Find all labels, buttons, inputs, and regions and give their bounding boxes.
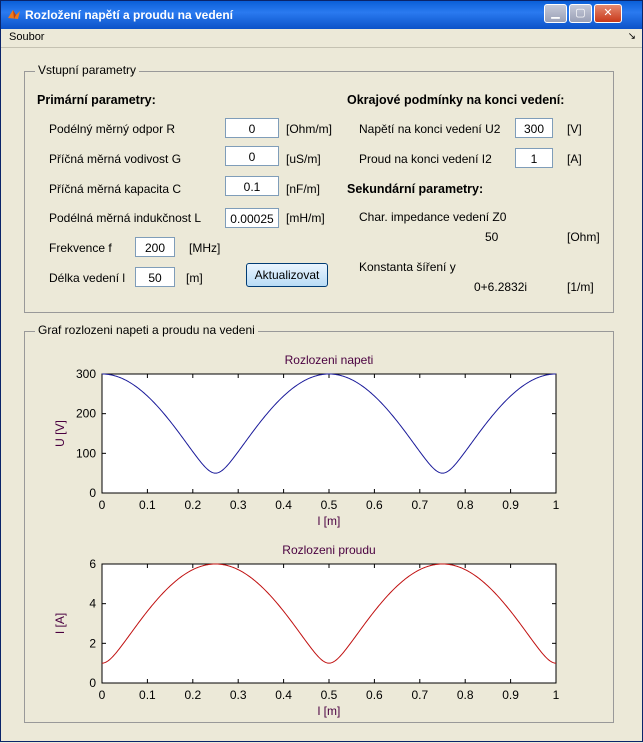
update-button[interactable]: Aktualizovat xyxy=(246,263,328,287)
x-tick-label: 0.3 xyxy=(229,688,247,702)
close-icon: ✕ xyxy=(603,7,613,19)
unit-c: [nF/m] xyxy=(286,182,321,196)
y-tick-label: 4 xyxy=(89,596,96,611)
x-tick-label: 0 xyxy=(98,688,106,702)
unit-u2: [V] xyxy=(567,122,582,136)
x-tick-label: 0.4 xyxy=(275,498,292,512)
minimize-icon: ▁ xyxy=(551,7,560,19)
input-r[interactable]: 0 xyxy=(225,118,279,138)
unit-z0: [Ohm] xyxy=(567,230,600,244)
label-r: Podélný měrný odpor R xyxy=(49,122,176,136)
y-tick-label: 0 xyxy=(89,486,96,500)
x-tick-label: 0.5 xyxy=(320,688,338,702)
label-i2: Proud na konci vedení I2 xyxy=(359,152,492,166)
label-u2: Napětí na konci vedení U2 xyxy=(359,122,501,136)
x-tick-label: 0.8 xyxy=(456,688,474,702)
window-title: Rozložení napětí a proudu na vedení xyxy=(25,8,234,22)
y-tick-label: 100 xyxy=(75,446,96,461)
x-tick-label: 0.4 xyxy=(275,688,292,702)
x-tick-label: 0.7 xyxy=(411,498,429,512)
unit-i2: [A] xyxy=(567,152,582,166)
x-tick-label: 1 xyxy=(552,498,560,512)
chart-title: Rozlozeni napeti xyxy=(284,353,374,367)
x-tick-label: 0 xyxy=(98,498,106,512)
label-z0: Char. impedance vedení Z0 xyxy=(359,210,507,224)
x-tick-label: 0.6 xyxy=(366,688,383,702)
value-gamma: 0+6.2832i xyxy=(474,280,528,294)
x-tick-label: 0.1 xyxy=(139,498,156,512)
plot-area xyxy=(102,564,556,683)
boundary-heading: Okrajové podmínky na konci vedení: xyxy=(347,93,565,107)
current-chart xyxy=(53,543,560,718)
label-g: Příčná měrná vodivost G xyxy=(49,152,182,166)
secondary-heading: Sekundární parametry: xyxy=(347,182,484,196)
x-tick-label: 0.5 xyxy=(320,498,338,512)
label-frequency: Frekvence f xyxy=(49,241,112,255)
unit-g: [uS/m] xyxy=(286,152,321,166)
primary-heading: Primární parametry: xyxy=(37,93,156,107)
y-tick-label: 6 xyxy=(89,557,96,571)
chart-title: Rozlozeni proudu xyxy=(282,543,376,557)
unit-gamma: [1/m] xyxy=(567,280,594,294)
x-tick-label: 0.1 xyxy=(139,688,156,702)
charts-canvas xyxy=(1,1,643,743)
label-c: Příčná měrná kapacita C xyxy=(49,182,182,196)
input-l[interactable]: 0.00025 xyxy=(225,208,279,228)
y-axis-label: I [A] xyxy=(53,612,67,635)
x-tick-label: 0.8 xyxy=(456,498,474,512)
input-c[interactable]: 0.1 xyxy=(225,176,279,196)
x-axis-label: l [m] xyxy=(317,514,341,528)
input-panel-legend: Vstupní parametry xyxy=(35,63,139,77)
x-tick-label: 0.3 xyxy=(229,498,247,512)
input-frequency[interactable]: 200 xyxy=(135,237,175,257)
y-axis-label: U [V] xyxy=(53,420,67,447)
x-tick-label: 1 xyxy=(552,688,560,702)
x-tick-label: 0.2 xyxy=(184,688,202,702)
unit-l: [mH/m] xyxy=(286,211,325,225)
voltage-chart xyxy=(53,353,560,528)
graph-panel-legend: Graf rozlozeni napeti a proudu na vedeni xyxy=(35,323,258,337)
unit-length: [m] xyxy=(186,271,203,285)
label-l: Podélná měrná indukčnost L xyxy=(49,211,202,225)
menu-soubor[interactable]: Soubor xyxy=(9,31,45,43)
label-length: Délka vedení l xyxy=(49,271,126,285)
y-tick-label: 300 xyxy=(75,367,96,381)
plot-area xyxy=(102,374,556,493)
x-tick-label: 0.9 xyxy=(502,498,519,512)
x-tick-label: 0.9 xyxy=(502,688,519,702)
input-g[interactable]: 0 xyxy=(225,146,279,166)
label-gamma: Konstanta šíření y xyxy=(359,260,456,274)
x-axis-label: l [m] xyxy=(317,704,341,718)
unit-frequency: [MHz] xyxy=(189,241,221,255)
y-tick-label: 200 xyxy=(75,406,96,421)
x-tick-label: 0.6 xyxy=(366,498,383,512)
y-tick-label: 0 xyxy=(89,676,96,690)
dock-arrow-icon[interactable]: ↘ xyxy=(627,31,636,42)
unit-r: [Ohm/m] xyxy=(286,122,333,136)
input-i2[interactable]: 1 xyxy=(515,148,553,168)
input-length[interactable]: 50 xyxy=(135,267,175,287)
input-u2[interactable]: 300 xyxy=(515,118,553,138)
maximize-icon: ▢ xyxy=(575,7,586,19)
x-tick-label: 0.7 xyxy=(411,688,429,702)
x-tick-label: 0.2 xyxy=(184,498,202,512)
value-z0: 50 xyxy=(485,230,499,244)
y-tick-label: 2 xyxy=(89,636,96,651)
